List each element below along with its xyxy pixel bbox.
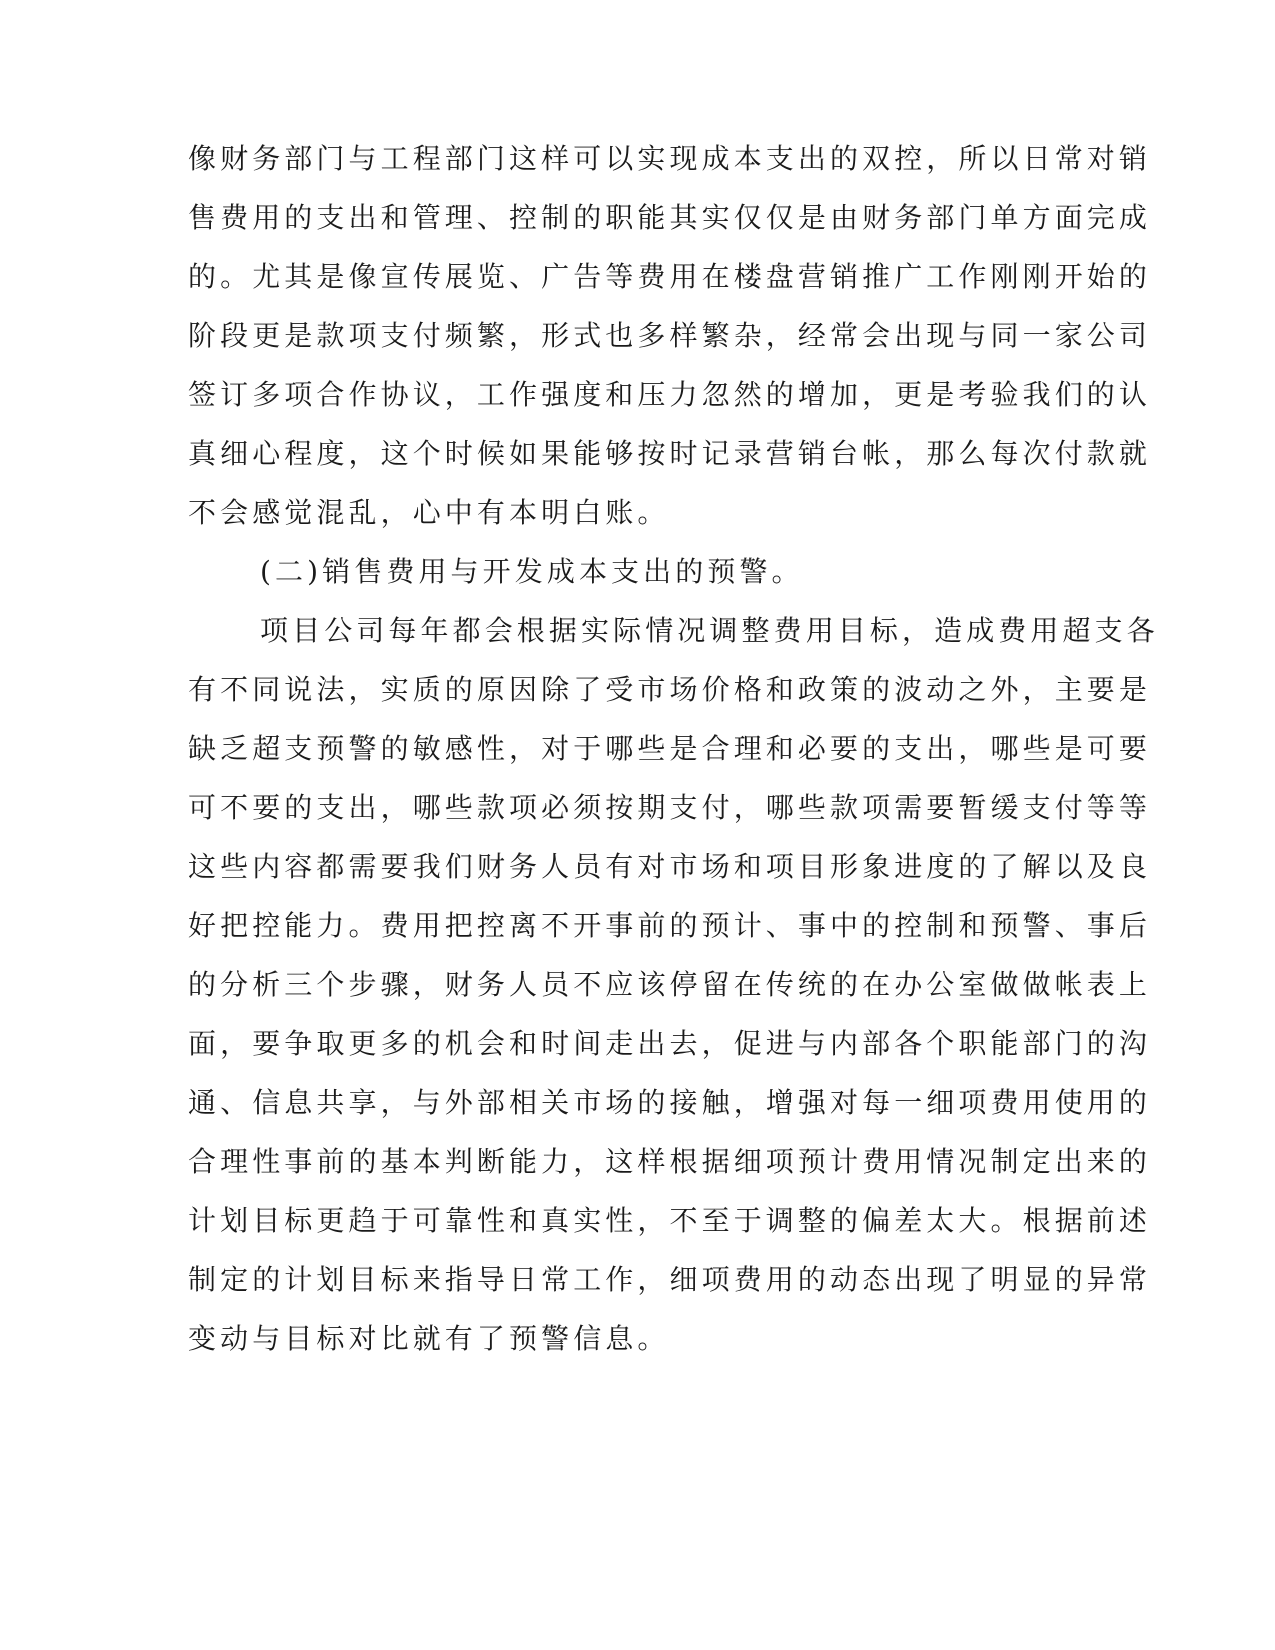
paragraph-1-line-1: 像财务部门与工程部门这样可以实现成本支出的双控，所以日常对销 bbox=[188, 142, 1152, 175]
paragraph-3-line-5: 这些内容都需要我们财务人员有对市场和项目形象进度的了解以及良 bbox=[188, 850, 1152, 883]
paragraph-3-line-8: 面，要争取更多的机会和时间走出去，促进与内部各个职能部门的沟 bbox=[188, 1027, 1152, 1060]
paragraph-3-line-10: 合理性事前的基本判断能力，这样根据细项预计费用情况制定出来的 bbox=[188, 1145, 1152, 1178]
paragraph-1-line-6: 真细心程度，这个时候如果能够按时记录营销台帐，那么每次付款就 bbox=[188, 437, 1152, 470]
paragraph-1-line-7: 不会感觉混乱，心中有本明白账。 bbox=[188, 496, 670, 529]
paragraph-3-line-1: 项目公司每年都会根据实际情况调整费用目标，造成费用超支各 bbox=[260, 614, 1159, 647]
paragraph-3-line-9: 通、信息共享，与外部相关市场的接触，增强对每一细项费用使用的 bbox=[188, 1086, 1152, 1119]
paragraph-3-line-11: 计划目标更趋于可靠性和真实性，不至于调整的偏差太大。根据前述 bbox=[188, 1204, 1152, 1237]
paragraph-3-line-7: 的分析三个步骤，财务人员不应该停留在传统的在办公室做做帐表上 bbox=[188, 968, 1152, 1001]
paragraph-3-line-6: 好把控能力。费用把控离不开事前的预计、事中的控制和预警、事后 bbox=[188, 909, 1152, 942]
paragraph-1-line-2: 售费用的支出和管理、控制的职能其实仅仅是由财务部门单方面完成 bbox=[188, 201, 1152, 234]
paragraph-3-line-13: 变动与目标对比就有了预警信息。 bbox=[188, 1322, 670, 1355]
paragraph-3-line-3: 缺乏超支预警的敏感性，对于哪些是合理和必要的支出，哪些是可要 bbox=[188, 732, 1152, 765]
paragraph-1-line-5: 签订多项合作协议，工作强度和压力忽然的增加，更是考验我们的认 bbox=[188, 378, 1152, 411]
paragraph-1-line-3: 的。尤其是像宣传展览、广告等费用在楼盘营销推广工作刚刚开始的 bbox=[188, 260, 1152, 293]
paragraph-1-line-4: 阶段更是款项支付频繁，形式也多样繁杂，经常会出现与同一家公司 bbox=[188, 319, 1152, 352]
paragraph-3-line-12: 制定的计划目标来指导日常工作，细项费用的动态出现了明显的异常 bbox=[188, 1263, 1152, 1296]
paragraph-3-line-4: 可不要的支出，哪些款项必须按期支付，哪些款项需要暂缓支付等等 bbox=[188, 791, 1152, 824]
paragraph-3-line-2: 有不同说法，实质的原因除了受市场价格和政策的波动之外，主要是 bbox=[188, 673, 1152, 706]
section-heading: (二)销售费用与开发成本支出的预警。 bbox=[260, 555, 804, 588]
